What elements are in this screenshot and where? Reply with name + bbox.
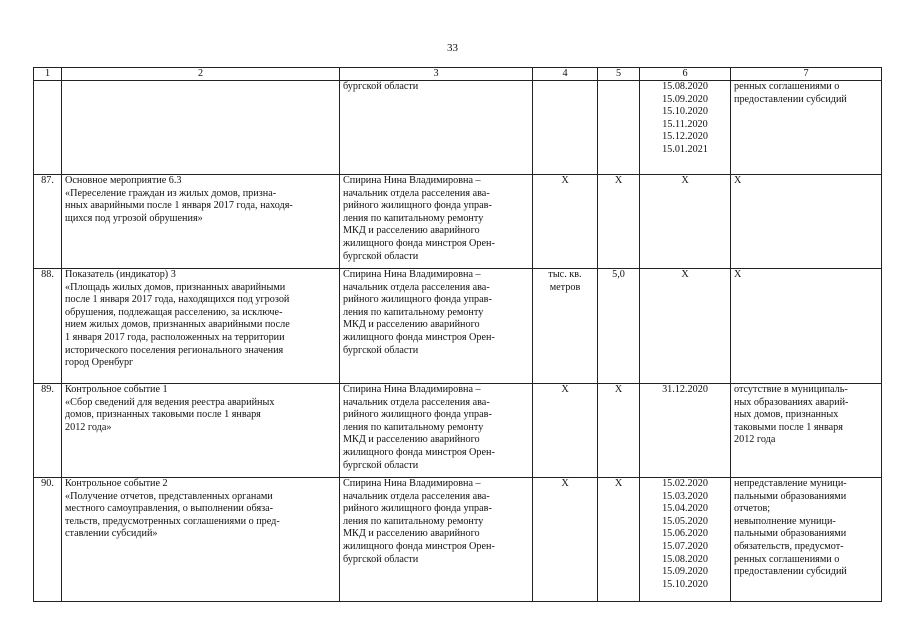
deadline-dates-line: 15.11.2020 <box>662 118 708 130</box>
result-note <box>731 384 882 478</box>
responsible-person-line: МКД и расселению аварийного <box>343 528 480 540</box>
event-name-line: «Сбор сведений для ведения реестра аварийных <box>65 396 275 408</box>
table-row <box>34 175 882 269</box>
deadline-dates-line: 15.05.2020 <box>662 515 708 527</box>
event-name-line: город Оренбург <box>65 357 134 369</box>
responsible-person-line: бургской области <box>343 553 419 565</box>
result-note-line: обязательств, предусмот- <box>734 540 844 552</box>
planned-value: Х <box>598 478 640 602</box>
deadline-dates-line: 15.08.2020 <box>662 81 708 92</box>
result-note-line: непредставление муници- <box>734 478 847 489</box>
unit-of-measure: Х <box>533 478 598 602</box>
event-name-line: щихся под угрозой обрушения» <box>65 212 203 224</box>
result-note <box>731 175 882 269</box>
deadline-dates-line: 31.12.2020 <box>662 384 708 395</box>
result-note-line: ренных соглашениями о <box>734 553 840 565</box>
responsible-person-line: рийного жилищного фонда управ- <box>343 294 492 306</box>
deadline-dates-line: 15.10.2020 <box>662 106 708 118</box>
row-number <box>34 81 62 175</box>
result-note-line: предоставлении субсидий <box>734 93 847 105</box>
deadline-dates-line: 15.06.2020 <box>662 528 708 540</box>
event-name-line: обрушения, подлежащая расселению, за исключе- <box>65 306 283 318</box>
result-note-line: Х <box>734 175 742 186</box>
deadline-dates-line: 15.10.2020 <box>662 578 708 590</box>
unit-of-measure: тыс. кв. метров <box>533 269 598 384</box>
deadline-dates-line: 15.04.2020 <box>662 503 708 515</box>
event-name-line: исторического поселения регионального значения <box>65 344 284 356</box>
result-note-line: ных образованиях аварий- <box>734 396 849 408</box>
deadline-dates-line: 15.03.2020 <box>662 490 708 502</box>
responsible-person-line: Спирина Нина Владимировна – <box>343 384 481 395</box>
responsible-person <box>340 81 533 175</box>
deadline-dates <box>640 81 731 175</box>
responsible-person-line: МКД и расселению аварийного <box>343 225 480 237</box>
responsible-person-line: ления по капитальному ремонту <box>343 515 484 527</box>
responsible-person-line: Спирина Нина Владимировна – <box>343 269 481 280</box>
event-name-line: тельств, предусмотренных соглашениями о пред- <box>65 515 280 527</box>
responsible-person-line: МКД и расселению аварийного <box>343 319 480 331</box>
result-note-line: таковыми после 1 января <box>734 421 843 433</box>
col-header: 6 <box>640 68 731 81</box>
deadline-dates-line: 15.07.2020 <box>662 540 708 552</box>
responsible-person-line: бургской области <box>343 250 419 262</box>
col-header: 5 <box>598 68 640 81</box>
responsible-person-line: начальник отдела расселения ава- <box>343 490 490 502</box>
result-note <box>731 269 882 384</box>
deadline-dates-line: 15.09.2020 <box>662 566 708 578</box>
deadline-dates-line: Х <box>681 269 689 280</box>
event-name-line: «Получение отчетов, представленных органами <box>65 490 273 502</box>
col-header: 1 <box>34 68 62 81</box>
result-note-line: отчетов; <box>734 503 771 515</box>
event-name-line: 2012 года» <box>65 421 112 433</box>
event-name-line: Показатель (индикатор) 3 <box>65 269 176 280</box>
result-note-line: ренных соглашениями о <box>734 81 840 92</box>
event-name <box>62 478 340 602</box>
responsible-person-line: рийного жилищного фонда управ- <box>343 503 492 515</box>
event-name-line: «Переселение граждан из жилых домов, призна- <box>65 187 277 199</box>
deadline-dates-line: 15.12.2020 <box>662 131 708 143</box>
planned-value: 5,0 <box>598 269 640 384</box>
planned-value <box>598 81 640 175</box>
event-name-line: 1 января 2017 года, расположенных на территории <box>65 331 285 343</box>
deadline-dates <box>640 269 731 384</box>
deadline-dates-line: 15.08.2020 <box>662 553 708 565</box>
responsible-person-line: Спирина Нина Владимировна – <box>343 175 481 186</box>
result-note <box>731 478 882 602</box>
event-name <box>62 269 340 384</box>
result-note-line: невыполнение муници- <box>734 515 836 527</box>
event-name-line: «Площадь жилых домов, признанных аварийными <box>65 281 286 293</box>
result-note-line: предоставлении субсидий <box>734 566 847 578</box>
responsible-person-line: жилищного фонда минстроя Орен- <box>343 446 495 458</box>
responsible-person-line: ления по капитальному ремонту <box>343 306 484 318</box>
table-row <box>34 269 882 384</box>
responsible-person-line: рийного жилищного фонда управ- <box>343 200 492 212</box>
event-name-line: Контрольное событие 2 <box>65 478 168 489</box>
event-name-line: Основное мероприятие 6.3 <box>65 175 182 186</box>
row-number: 90. <box>34 478 62 602</box>
responsible-person-line: Спирина Нина Владимировна – <box>343 478 481 489</box>
responsible-person-line: начальник отдела расселения ава- <box>343 281 490 293</box>
unit-of-measure: Х <box>533 384 598 478</box>
deadline-dates-line: 15.02.2020 <box>662 478 708 489</box>
event-name-line: нием жилых домов, признанных аварийными после <box>65 319 290 331</box>
event-name-line: Контрольное событие 1 <box>65 384 168 395</box>
result-note-line: отсутствие в муниципаль- <box>734 384 848 395</box>
event-name-line: местного самоуправления, о выполнении обяза- <box>65 503 274 515</box>
responsible-person-line: бургской области <box>343 459 419 471</box>
responsible-person-line: бургской области <box>343 81 419 92</box>
row-number: 89. <box>34 384 62 478</box>
row-number: 88. <box>34 269 62 384</box>
result-note <box>731 81 882 175</box>
table-row <box>34 81 882 175</box>
unit-of-measure <box>533 81 598 175</box>
responsible-person <box>340 384 533 478</box>
responsible-person-line: жилищного фонда минстроя Орен- <box>343 331 495 343</box>
deadline-dates <box>640 384 731 478</box>
responsible-person-line: МКД и расселению аварийного <box>343 434 480 446</box>
event-name-line: ставлении субсидий» <box>65 528 158 540</box>
responsible-person <box>340 269 533 384</box>
result-note-line: пальными образованиями <box>734 490 847 502</box>
col-header: 7 <box>731 68 882 81</box>
result-note-line: пальными образованиями <box>734 528 847 540</box>
planned-value: Х <box>598 384 640 478</box>
planned-value: Х <box>598 175 640 269</box>
responsible-person-line: жилищного фонда минстроя Орен- <box>343 237 495 249</box>
plan-table <box>33 67 882 602</box>
responsible-person-line: бургской области <box>343 344 419 356</box>
event-name <box>62 384 340 478</box>
row-number: 87. <box>34 175 62 269</box>
result-note-line: 2012 года <box>734 434 776 446</box>
responsible-person <box>340 478 533 602</box>
table-row <box>34 478 882 602</box>
deadline-dates-line: 15.01.2021 <box>662 143 708 155</box>
responsible-person-line: жилищного фонда минстроя Орен- <box>343 540 495 552</box>
responsible-person <box>340 175 533 269</box>
col-header: 2 <box>62 68 340 81</box>
responsible-person-line: начальник отдела расселения ава- <box>343 396 490 408</box>
result-note-line: ных домов, признанных <box>734 409 839 421</box>
table-row <box>34 384 882 478</box>
event-name <box>62 81 340 175</box>
deadline-dates <box>640 175 731 269</box>
col-header: 3 <box>340 68 533 81</box>
unit-of-measure: Х <box>533 175 598 269</box>
deadline-dates-line: Х <box>681 175 689 186</box>
event-name <box>62 175 340 269</box>
event-name-line: нных аварийными после 1 января 2017 года, находя- <box>65 200 293 212</box>
page-number: 33 <box>447 42 458 54</box>
responsible-person-line: ления по капитальному ремонту <box>343 212 484 224</box>
col-header: 4 <box>533 68 598 81</box>
deadline-dates-line: 15.09.2020 <box>662 93 708 105</box>
responsible-person-line: начальник отдела расселения ава- <box>343 187 490 199</box>
responsible-person-line: рийного жилищного фонда управ- <box>343 409 492 421</box>
result-note-line: Х <box>734 269 742 280</box>
event-name-line: домов, признанных таковыми после 1 января <box>65 409 261 421</box>
column-number-row <box>34 68 882 81</box>
deadline-dates <box>640 478 731 602</box>
event-name-line: после 1 января 2017 года, находящихся под угрозой <box>65 294 290 306</box>
responsible-person-line: ления по капитальному ремонту <box>343 421 484 433</box>
